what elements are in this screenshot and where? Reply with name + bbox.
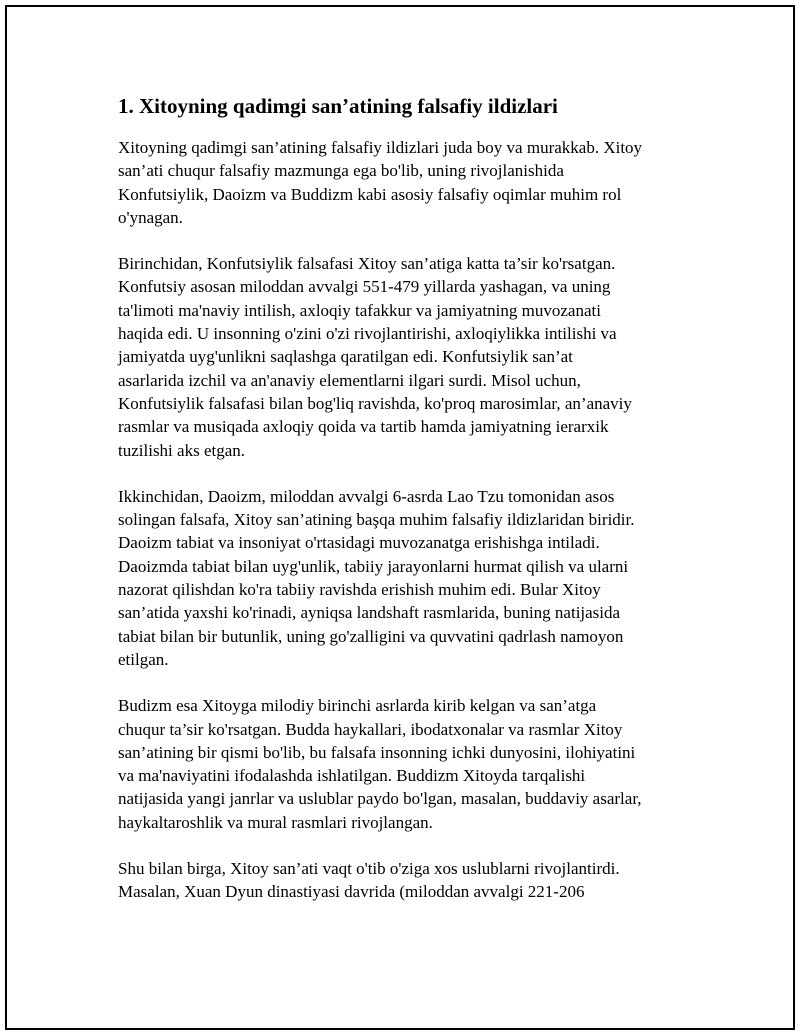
text-line: Xitoyning qadimgi san’atining falsafiy ildizlari juda boy va murakkab. Xitoy — [118, 138, 643, 157]
text-line: Birinchidan, Konfutsiylik falsafasi Xitoy san’atiga katta ta’sir ko'rsatgan. — [118, 254, 616, 274]
text-line: etilgan. — [118, 649, 169, 669]
document-body — [118, 92, 698, 927]
text-line: solingan falsafa, Xitoy san’atining başqa muhim falsafiy ildizlaridan biridir. — [118, 510, 635, 530]
text-line: Konfutsiylik, Daoizm va Buddizm kabi asosiy falsafiy oqimlar muhim rol — [118, 184, 622, 204]
text-line: Budizm esa Xitoyga milodiy birinchi asrlarda kirib kelgan va san’atga — [118, 696, 597, 716]
paragraph-intro — [118, 136, 698, 229]
text-line: ta'limoti ma'naviy intilish, axloqiy tafakkur va jamiyatning muvozanati — [118, 300, 601, 320]
text-line: jamiyatda uyg'unlikni saqlashga qaratilgan edi. Konfutsiylik san’at — [118, 347, 573, 367]
text-line: Daoizm tabiat va insoniyat o'rtasidagi muvozanatga erishishga intiladi. — [118, 533, 600, 553]
text-line: o'ynagan. — [118, 207, 183, 227]
text-line: san’ati chuqur falsafiy mazmunga ega bo'lib, uning rivojlanishida — [118, 161, 564, 181]
paragraph-styles — [118, 857, 698, 904]
text-line: rasmlar va musiqada axloqiy qoida va tartib hamda jamiyatning ierarxik — [118, 417, 609, 437]
text-line: san’atining bir qismi bo'lib, bu falsafa insonning ichki dunyosini, ilohiyatini — [118, 742, 636, 762]
paragraph-daoism — [118, 485, 698, 671]
text-line: Shu bilan birga, Xitoy san’ati vaqt o'tib o'ziga xos uslublarni rivojlantirdi. — [118, 859, 620, 879]
text-line: san’atida yaxshi ko'rinadi, ayniqsa landshaft rasmlarida, buning natijasida — [118, 603, 621, 623]
text-line: tabiat bilan bir butunlik, uning go'zalligini va quvvatini qadrlash namoyon — [118, 626, 624, 646]
text-line: natijasida yangi janrlar va uslublar paydo bo'lgan, masalan, buddaviy asarlar, — [118, 789, 642, 809]
text-line: chuqur ta’sir ko'rsatgan. Budda haykallari, ibodatxonalar va rasmlar Xitoy — [118, 719, 623, 739]
text-line: Ikkinchidan, Daoizm, miloddan avvalgi 6-asrda Lao Tzu tomonidan asos — [118, 486, 615, 506]
text-line: Daoizmda tabiat bilan uyg'unlik, tabiiy jarayonlarni hurmat qilish va ularni — [118, 556, 629, 576]
text-line: tuzilishi aks etgan. — [118, 440, 246, 460]
section-heading: 1. Xitoyning qadimgi san’atining falsafiy ildizlari — [118, 94, 558, 118]
text-line: nazorat qilishdan ko'ra tabiiy ravishda erishish muhim edi. Bular Xitoy — [118, 580, 601, 600]
paragraph-buddhism — [118, 694, 698, 834]
text-line: haykaltaroshlik va mural rasmlari rivojlangan. — [118, 812, 433, 832]
paragraph-confucianism — [118, 252, 698, 462]
text-line: asarlarida izchil va an'anaviy elementlarni ilgari surdi. Misol uchun, — [118, 370, 581, 390]
text-line: Konfutsiy asosan miloddan avvalgi 551-479 yillarda yashagan, va uning — [118, 277, 611, 297]
text-line: va ma'naviyatini ifodalashda ishlatilgan. Buddizm Xitoyda tarqalishi — [118, 766, 586, 786]
text-line: haqida edi. U insonning o'zini o'zi rivojlantirishi, axloqiylikka intilishi va — [118, 324, 617, 344]
text-line: Masalan, Xuan Dyun dinastiyasi davrida (miloddan avvalgi 221-206 — [118, 882, 585, 902]
text-line: Konfutsiylik falsafasi bilan bog'liq ravishda, ko'proq marosimlar, an’anaviy — [118, 393, 632, 413]
